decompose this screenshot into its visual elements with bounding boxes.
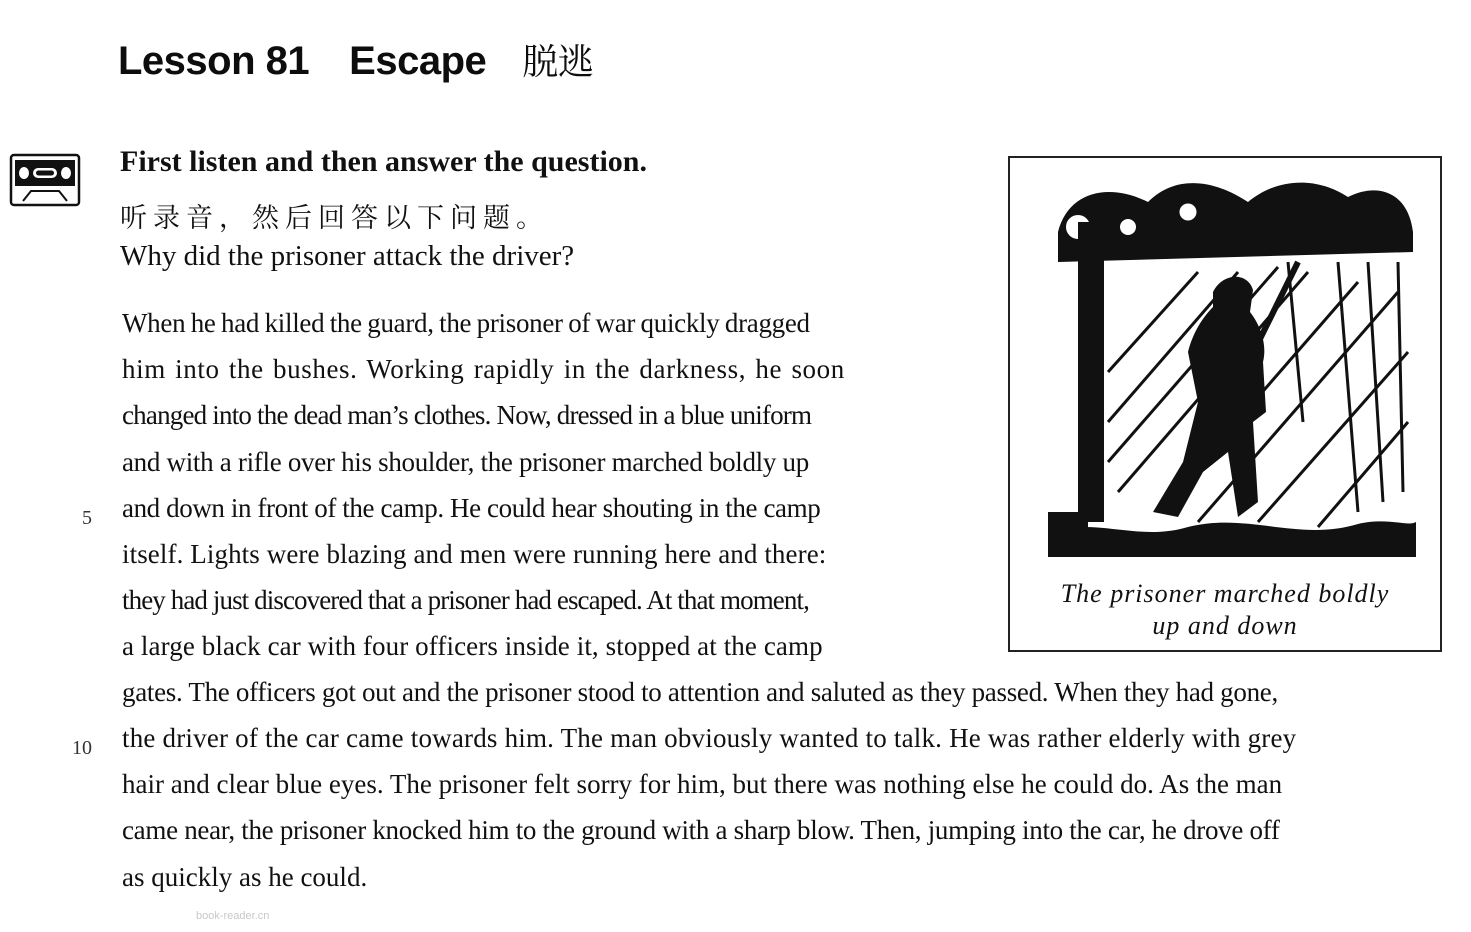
passage-line: a large black car with four officers inside it, stopped at the camp <box>122 631 823 661</box>
caption-line-1: The prisoner marched boldly <box>1060 579 1390 608</box>
cassette-tape-icon <box>9 153 81 207</box>
comprehension-question: Why did the prisoner attack the driver? <box>120 240 575 272</box>
line-number-5: 5 <box>82 507 92 529</box>
instruction-cn: 听录音，然后回答以下问题。 <box>120 203 549 234</box>
passage-line: him into the bushes. Working rapidly in the darkness, he soon <box>122 354 845 384</box>
caption-line-2: up and down <box>1152 611 1298 640</box>
passage-line: changed into the dead man’s clothes. Now, dressed in a blue uniform <box>122 400 812 430</box>
watermark: book-reader.cn <box>196 910 270 922</box>
illustration-frame <box>1008 156 1442 652</box>
passage-line: and with a rifle over his shoulder, the prisoner marched boldly up <box>122 447 809 477</box>
instruction-en: First listen and then answer the question. <box>120 145 647 178</box>
figure-caption <box>1010 578 1440 642</box>
lesson-number: Lesson 81 <box>118 39 310 83</box>
prisoner-marching-illustration <box>1038 172 1418 557</box>
passage-line: came near, the prisoner knocked him to the ground with a sharp blow. Then, jumping into the car, he drove off <box>122 815 1280 845</box>
passage-line: the driver of the car came towards him. The man obviously wanted to talk. He was rather elderly with grey <box>122 723 1297 753</box>
passage-line: as quickly as he could. <box>122 862 368 892</box>
passage-line: itself. Lights were blazing and men were running here and there: <box>122 539 827 569</box>
line-number-10: 10 <box>72 737 92 759</box>
passage-line: they had just discovered that a prisoner had escaped. At that moment, <box>122 585 809 615</box>
passage-line: When he had killed the guard, the prisoner of war quickly dragged <box>122 308 810 338</box>
lesson-title <box>118 34 593 85</box>
passage-line: gates. The officers got out and the prisoner stood to attention and saluted as they passed. When they had gone, <box>122 677 1278 707</box>
passage-line: hair and clear blue eyes. The prisoner felt sorry for him, but there was nothing else he could do. As the man <box>122 769 1283 799</box>
passage-line: and down in front of the camp. He could hear shouting in the camp <box>122 493 821 523</box>
lesson-title-en: Escape <box>349 39 487 83</box>
lesson-title-cn: 脱逃 <box>522 42 594 83</box>
